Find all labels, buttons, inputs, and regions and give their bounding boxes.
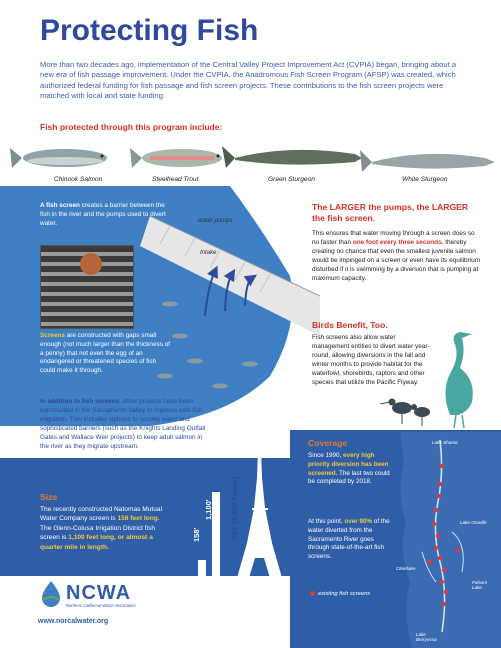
fish-label-green-sturgeon: Green Sturgeon bbox=[268, 176, 315, 183]
chinook-salmon-icon bbox=[10, 148, 107, 168]
coverage-highlight-c: over 90% bbox=[344, 518, 373, 525]
ncwa-logo-text: NCWA bbox=[66, 582, 132, 604]
legend-label: existing fish screens bbox=[318, 591, 371, 598]
connectivity-text: , other projects have been constructed in the Sacramento Valley to improve safe fish migration. This includes siphons to convey water and sophisticated barriers (such as the Knights Landing Outfall Gates and Wallace Weir projects) to keep adult salmon in the river as they migrate upstream. bbox=[40, 398, 206, 450]
screen-mesh-image bbox=[41, 246, 134, 329]
fish-illustrations bbox=[10, 136, 500, 192]
ncwa-logo-icon bbox=[38, 580, 64, 608]
birds-illustration bbox=[380, 320, 500, 430]
heron-icon bbox=[445, 332, 472, 428]
ncwa-logo-subtitle: Northern California Water Association bbox=[66, 603, 136, 608]
screens-description bbox=[40, 332, 172, 376]
white-sturgeon-icon bbox=[360, 150, 495, 172]
map-label-lake-oroville: Lake Oroville bbox=[460, 520, 487, 525]
coverage-text-2 bbox=[308, 518, 394, 562]
map-legend bbox=[310, 591, 370, 597]
screen-photo bbox=[40, 245, 134, 329]
birds-description: Fish screens also allow water management entities to divert water year-round, allowing diversions in the fall and winter months to provide habitat for the waterfowl, shorebirds, raptors and other species that utilize the Pacific Flyway. bbox=[312, 334, 430, 386]
size-description bbox=[40, 505, 168, 552]
map-label-clearlake: Clearlake bbox=[396, 566, 416, 571]
size-highlight-a: 158 feet long. bbox=[117, 515, 160, 523]
coverage-highlight-a: every high priority diversion has been screened. bbox=[308, 452, 389, 477]
pumps-text-b: , thereby creating no chance that even the smallest juvenile salmon would be impinged on a screen or even have its equilibrium disturbed if it is swimming by a diversion that is pumping at maximum capacity. bbox=[312, 238, 481, 282]
bar-label-158: 158' bbox=[192, 527, 201, 542]
fish-heading: Fish protected through this program include: bbox=[40, 122, 223, 132]
map-label-folsom-lake: Folsom Lake bbox=[472, 580, 488, 590]
fish-screen-dot-icon bbox=[310, 591, 315, 596]
eiffel-tower-icon bbox=[237, 450, 282, 578]
website-link[interactable]: www.norcalwater.org bbox=[38, 618, 109, 625]
fish-label-steelhead: Steelhead Trout bbox=[152, 176, 199, 183]
fish-label-white-sturgeon: White Sturgeon bbox=[402, 176, 448, 183]
pumps-description bbox=[312, 230, 482, 283]
page-title: Protecting Fish bbox=[40, 14, 259, 47]
fish-screen-text: creates a barrier between the fish in the river and the pumps used to divert water. bbox=[40, 202, 166, 227]
map-label-lake-shasta: Lake Shasta bbox=[432, 440, 458, 445]
pumps-title: The LARGER the pumps, the LARGER the fish screen. bbox=[312, 202, 469, 223]
coverage-text-b: The last two could be completed by 2018. bbox=[308, 469, 390, 486]
birds-title: Birds Benefit, Too. bbox=[312, 320, 388, 330]
size-text-a: The recently constructed Natomas Mutual Water Company screen is bbox=[40, 506, 163, 523]
coverage-text-c: At this point, bbox=[308, 518, 345, 525]
coverage-title: Coverage bbox=[308, 438, 348, 448]
intake-label: Intake bbox=[200, 250, 217, 256]
map-label-lake-berryessa: Lake Berryessa bbox=[416, 632, 437, 642]
intro-paragraph: More than two decades ago, implementation of the Central Valley Project Improvement Act (CVPIA) began, bringing about a new era of fish passage improvement. Under the CVPIA, the Anadromous Fish Screen Program (AFSP) was created, which authorized federal funding for fish passage and fish screen projects. These contributions to the fish screen projects were matched with local and state funding. bbox=[40, 60, 457, 101]
screens-text: are constructed with gaps small enough (not much larger than the thickness of a penny) that not even the egg of an endangered or threatened species of fish could make it through. bbox=[40, 332, 171, 375]
water-pumps-label: water pumps bbox=[198, 218, 233, 224]
coverage-text-d: of the water diverted from the Sacramento River goes through state-of-the-art fish screens. bbox=[308, 518, 390, 561]
coverage-text-1 bbox=[308, 452, 394, 487]
sacramento-valley-map bbox=[392, 432, 501, 648]
fish-screen-lead: A fish screen bbox=[40, 202, 80, 209]
penny-icon bbox=[80, 253, 102, 275]
shorebird-icon bbox=[380, 399, 430, 427]
size-highlight-b: 1,100 feet long, or almost a quarter mile in length. bbox=[40, 534, 153, 551]
size-text-b: The Glenn-Colusa Irrigation District fish screen is bbox=[40, 524, 156, 542]
pumps-highlight: one foot every three seconds bbox=[352, 238, 442, 246]
pumps-text-a: This ensures that water moving through a screen does so no faster than bbox=[312, 230, 475, 246]
green-sturgeon-icon bbox=[222, 146, 362, 168]
size-title: Size bbox=[40, 492, 58, 502]
connectivity-description bbox=[40, 398, 208, 451]
bar-label-1100: 1,100' bbox=[204, 499, 213, 520]
screens-lead: Screens bbox=[40, 332, 65, 339]
connectivity-lead: In addition to fish screens bbox=[40, 398, 120, 405]
bar-1100 bbox=[212, 492, 220, 578]
fish-screen-description bbox=[40, 202, 172, 228]
eiffel-tower-label: 984' (Eiffel Tower) bbox=[230, 476, 239, 540]
steelhead-trout-icon bbox=[130, 148, 222, 168]
coverage-text-a: Since 1990, bbox=[308, 452, 344, 459]
fish-label-chinook: Chinook Salmon bbox=[54, 176, 103, 183]
